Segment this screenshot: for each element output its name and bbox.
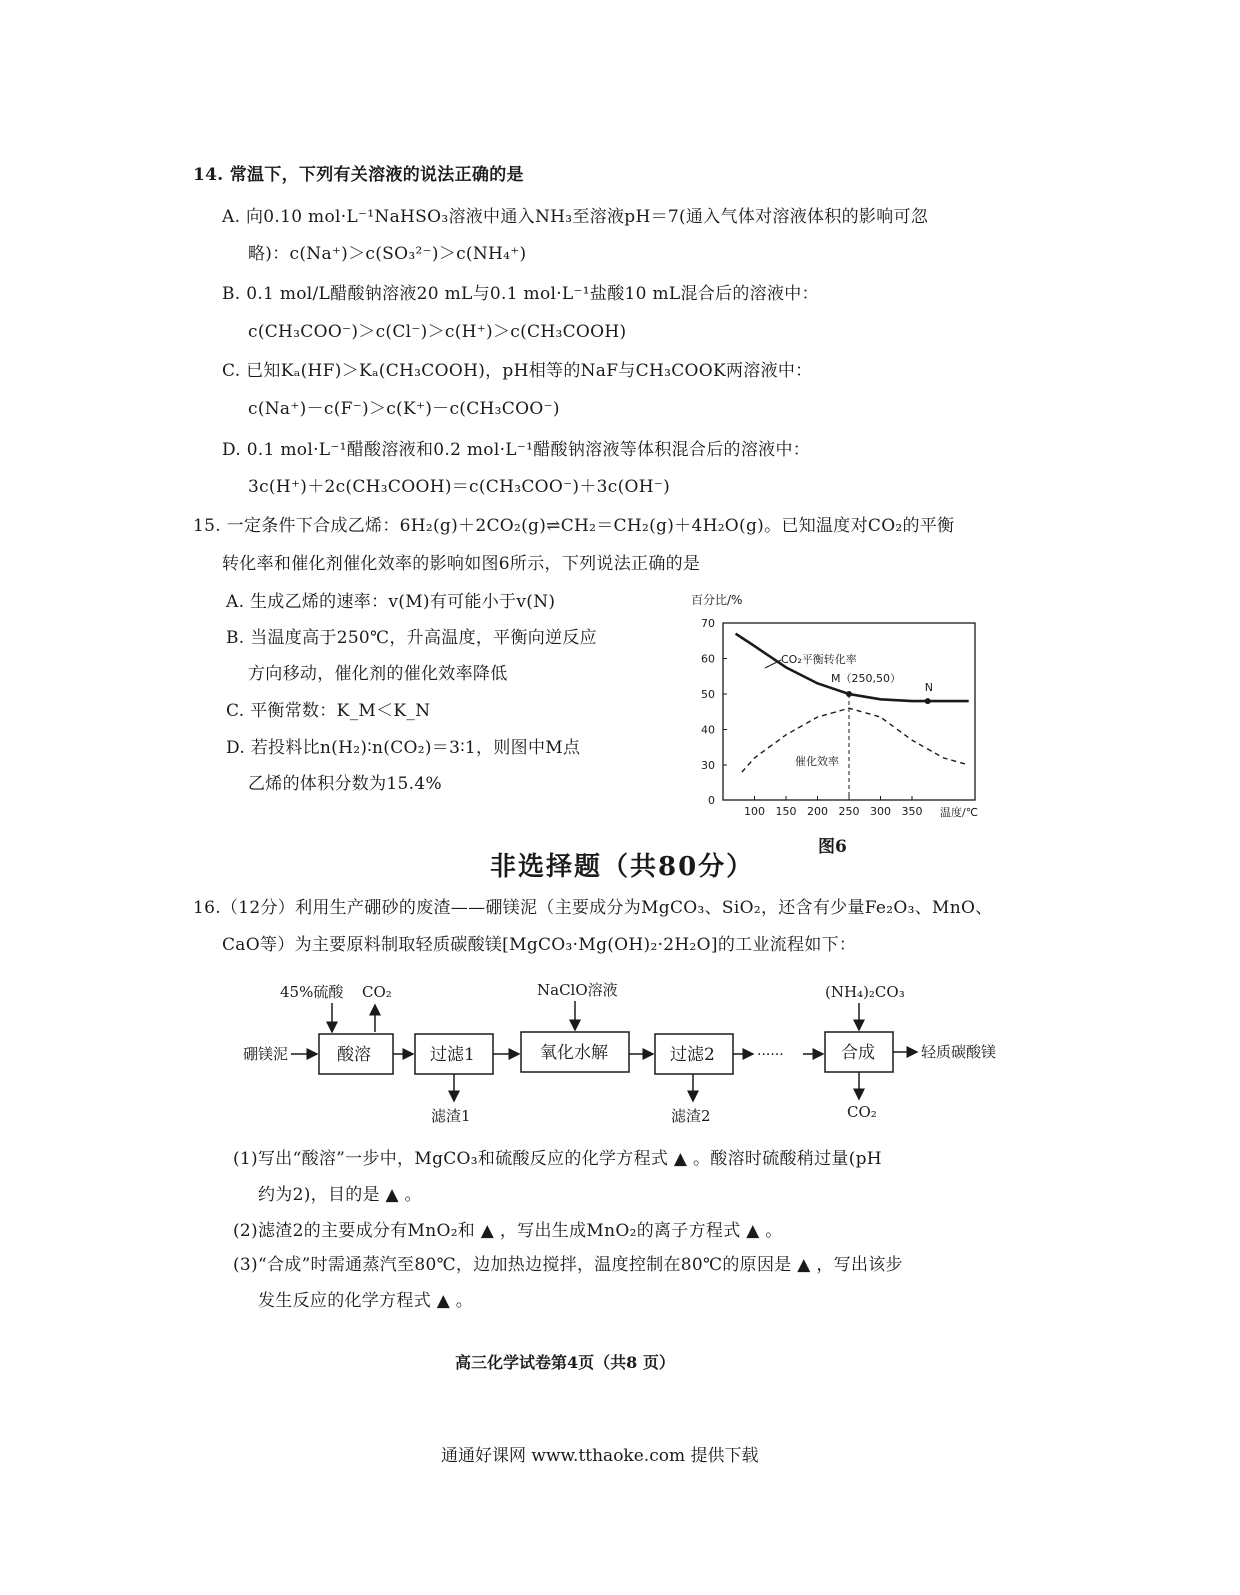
process-flow-diagram (235, 975, 1025, 1135)
x-tick-label: 200 (807, 805, 828, 818)
q14-option-c-cont: c(Na⁺)－c(F⁻)＞c(K⁺)－c(CH₃COO⁻) (248, 399, 560, 419)
q15-option-b: B. 当温度高于250℃，升高温度，平衡向逆反应 (226, 628, 597, 648)
page-footer: 高三化学试卷第4页（共8 页） (455, 1353, 675, 1372)
q14-option-c: C. 已知Kₐ(HF)＞Kₐ(CH₃COOH)，pH相等的NaF与CH₃COOK两溶液中： (222, 361, 813, 381)
point-m-marker (846, 691, 852, 697)
q14-option-a-cont: 略)：c(Na⁺)＞c(SO₃²⁻)＞c(NH₄⁺) (248, 244, 527, 264)
flow-box-filter-1-label: 过滤1 (430, 1045, 475, 1065)
flow-box-oxidation-label: 氧化水解 (540, 1043, 608, 1063)
q16-part-1: (1)写出“酸溶”一步中，MgCO₃和硫酸反应的化学方程式 ▲ 。酸溶时硫酸稍过量(pH (233, 1149, 882, 1169)
q14-option-a: A. 向0.10 mol·L⁻¹NaHSO₃溶液中通入NH₃至溶液pH＝7(通入气体对溶液体积的影响可忽 (222, 207, 929, 227)
point-n-label: N (924, 681, 933, 695)
q16-part-1-cont: 约为2)，目的是 ▲ 。 (258, 1185, 422, 1205)
q15-option-b-cont: 方向移动，催化剂的催化效率降低 (248, 664, 508, 684)
y-axis-label: 百分比/% (691, 593, 743, 607)
x-tick-label: 250 (838, 805, 860, 818)
x-tick-label: 300 (870, 805, 891, 818)
series-line-catalyst-efficiency (742, 708, 969, 772)
y-tick-label: 70 (701, 617, 715, 630)
flow-box-filter-2-label: 过滤2 (670, 1045, 715, 1065)
q14-option-d-cont: 3c(H⁺)＋2c(CH₃COOH)＝c(CH₃COO⁻)＋3c(OH⁻) (248, 477, 671, 497)
flow-box-acid-dissolve-label: 酸溶 (337, 1045, 371, 1065)
y-tick-label: 0 (708, 794, 715, 807)
y-tick-label: 60 (701, 652, 715, 666)
flow-co2-bottom-label: CO₂ (847, 1103, 877, 1121)
flow-box-synthesis-label: 合成 (841, 1043, 875, 1063)
flow-residue-1-label: 滤渣1 (431, 1107, 471, 1125)
section-heading: 非选择题（共80分） (490, 852, 755, 882)
y-tick-label: 50 (701, 688, 715, 701)
flow-output-label: 轻质碳酸镁 (921, 1043, 997, 1061)
series-label-leader (765, 660, 781, 668)
q14-option-b-cont: c(CH₃COO⁻)＞c(Cl⁻)＞c(H⁺)＞c(CH₃COOH) (248, 322, 627, 342)
y-tick-label: 40 (701, 723, 715, 737)
download-credit: 通通好课网 www.tthaoke.com 提供下载 (441, 1446, 759, 1466)
q16-part-3: (3)“合成”时需通蒸汽至80℃，边加热边搅拌，温度控制在80℃的原因是 ▲ ，写出该步 (233, 1255, 903, 1275)
flow-co2-top-label: CO₂ (362, 983, 392, 1001)
x-tick-label: 350 (901, 805, 923, 818)
q16-stem-cont: CaO等）为主要原料制取轻质碳酸镁[MgCO₃·Mg(OH)₂·2H₂O]的工业流程如下： (222, 935, 857, 955)
flow-input-label: 硼镁泥 (243, 1045, 289, 1063)
x-tick-label: 100 (744, 805, 765, 818)
q14-stem: 14. 常温下，下列有关溶液的说法正确的是 (193, 165, 524, 185)
series-label-catalyst-efficiency: 催化效率 (795, 755, 839, 768)
q14-option-b: B. 0.1 mol/L醋酸钠溶液20 mL与0.1 mol·L⁻¹盐酸10 mL混合后的溶液中： (222, 284, 819, 304)
flow-ellipsis: ······ (757, 1047, 784, 1063)
series-line-co2-conversion (736, 634, 969, 701)
q15-option-d: D. 若投料比n(H₂)∶n(CO₂)＝3∶1，则图中M点 (226, 738, 581, 758)
q16-stem: 16.（12分）利用生产硼砂的废渣——硼镁泥（主要成分为MgCO₃、SiO₂，还含有少量Fe₂O₃、MnO、 (193, 898, 993, 918)
q16-part-3-cont: 发生反应的化学方程式 ▲ 。 (258, 1291, 474, 1311)
point-n-marker (925, 698, 931, 704)
flow-naclo-label: NaClO溶液 (537, 981, 618, 999)
figure-label: 图6 (818, 837, 847, 857)
figure-6-chart (685, 590, 1015, 830)
flow-nh4co3-label: (NH₄)₂CO₃ (825, 983, 905, 1001)
q15-stem-cont: 转化率和催化剂催化效率的影响如图6所示，下列说法正确的是 (222, 554, 701, 574)
q15-option-d-cont: 乙烯的体积分数为15.4% (248, 774, 442, 794)
point-m-label: M（250,50） (831, 672, 901, 685)
y-tick-label: 30 (701, 759, 715, 772)
q15-option-a: A. 生成乙烯的速率：v(M)有可能小于v(N) (226, 592, 556, 612)
flow-residue-2-label: 滤渣2 (671, 1107, 711, 1125)
q15-option-c: C. 平衡常数：K_M＜K_N (226, 701, 431, 721)
q14-option-d: D. 0.1 mol·L⁻¹醋酸溶液和0.2 mol·L⁻¹醋酸钠溶液等体积混合后的溶液中： (222, 440, 811, 460)
x-axis-label: 温度/℃ (940, 806, 979, 819)
q15-stem: 15. 一定条件下合成乙烯：6H₂(g)＋2CO₂(g)⇌CH₂＝CH₂(g)＋4H₂O(g)。已知温度对CO₂的平衡 (193, 516, 955, 536)
q16-part-2: (2)滤渣2的主要成分有MnO₂和 ▲ ，写出生成MnO₂的离子方程式 ▲ 。 (233, 1221, 783, 1241)
flow-acid-label: 45%硫酸 (280, 983, 344, 1001)
x-tick-label: 150 (775, 805, 797, 818)
series-label-co2-conversion: CO₂平衡转化率 (781, 653, 857, 666)
